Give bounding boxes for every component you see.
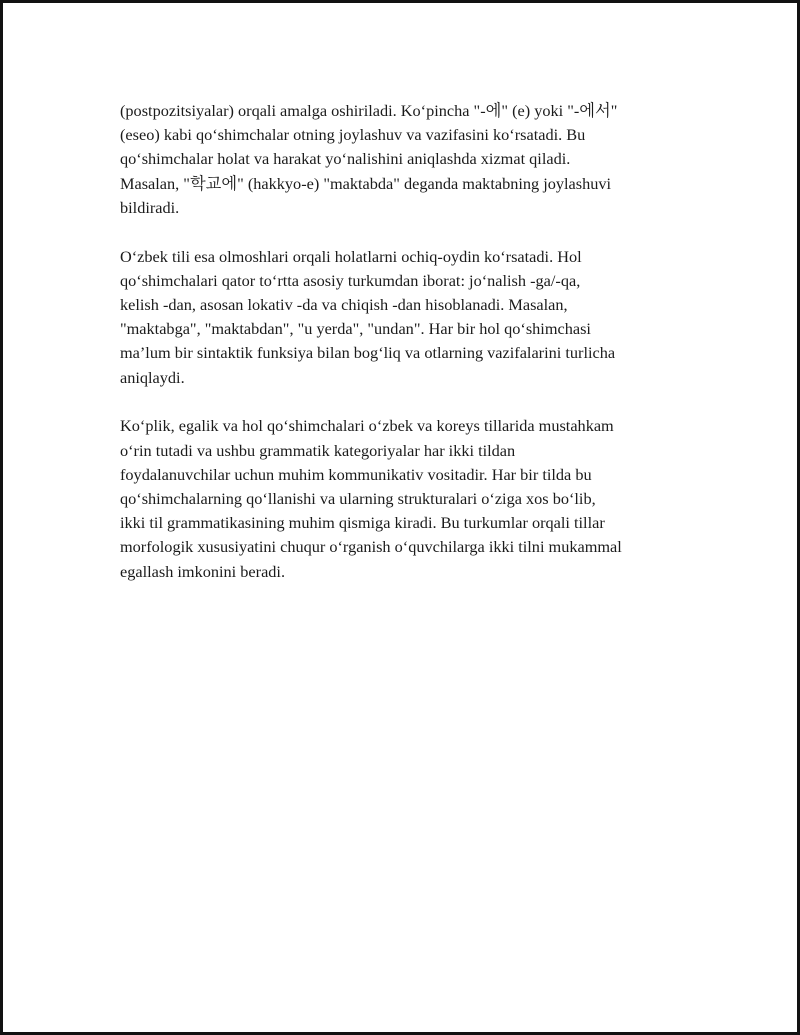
text-line: qo‘shimchalari qator to‘rtta asosiy turkumdan iborat: jo‘nalish -ga/-qa, [120, 270, 581, 290]
text-line: ikki til grammatikasining muhim qismiga kiradi. Bu turkumlar orqali tillar [120, 513, 605, 533]
text-line: bildiradi. [120, 197, 180, 217]
text-line: qo‘shimchalar holat va harakat yo‘nalishini aniqlashda xizmat qiladi. [120, 149, 571, 169]
text-line: ma’lum bir sintaktik funksiya bilan bog‘liq va otlarning vazifalarini turlicha [120, 343, 616, 363]
paragraph-3 [120, 414, 695, 583]
text-line: aniqlaydi. [120, 367, 185, 387]
text-line: "maktabga", "maktabdan", "u yerda", "undan". Har bir hol qo‘shimchasi [120, 319, 591, 339]
text-line: kelish -dan, asosan lokativ -da va chiqish -dan hisoblanadi. Masalan, [120, 295, 568, 315]
paragraph-2 [120, 245, 695, 390]
text-line: foydalanuvchilar uchun muhim kommunikativ vositadir. Har bir tilda bu [120, 464, 592, 484]
text-line: o‘rin tutadi va ushbu grammatik kategoriyalar har ikki tildan [120, 440, 516, 460]
text-line: egallash imkonini beradi. [120, 561, 286, 581]
text-line: morfologik xususiyatini chuqur o‘rganish o‘quvchilarga ikki tilni mukammal [120, 537, 622, 557]
text-line: O‘zbek tili esa olmoshlari orqali holatlarni ochiq-oydin ko‘rsatadi. Hol [120, 246, 582, 266]
text-line: (eseo) kabi qo‘shimchalar otning joylashuv va vazifasini ko‘rsatadi. Bu [120, 125, 586, 145]
text-line: qo‘shimchalarning qo‘llanishi va ularning strukturalari o‘ziga xos bo‘lib, [120, 489, 596, 509]
document-body [120, 99, 695, 608]
text-line: (postpozitsiyalar) orqali amalga oshiriladi. Ko‘pincha "-에" (e) yoki "-에서" [120, 101, 618, 120]
text-line: Ko‘plik, egalik va hol qo‘shimchalari o‘zbek va koreys tillarida mustahkam [120, 416, 614, 436]
paragraph-1 [120, 99, 695, 220]
text-line: Masalan, "학교에" (hakkyo-e) "maktabda" deganda maktabning joylashuvi [120, 173, 612, 193]
